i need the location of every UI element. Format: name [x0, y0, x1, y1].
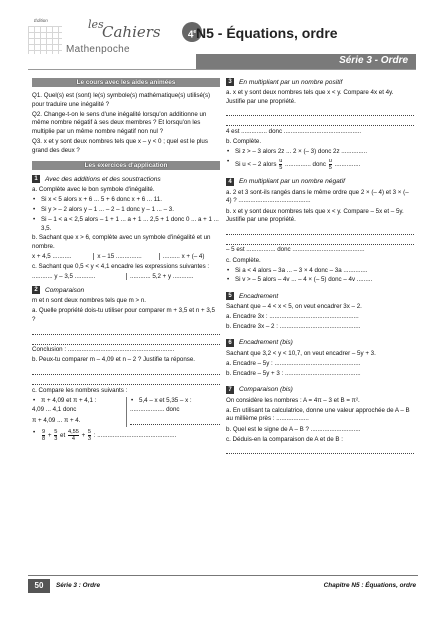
question-q2: Q2. Change-t-on le sens d'une inégalité lorsqu'on additionne un même nombre négatif à ses deux membres ? Et lorsqu'on les multiplie par un même nombre négatif non nul ?	[32, 110, 207, 135]
fraction: $\frac{4,55}{4}$	[67, 428, 79, 442]
section-title: Comparaison (bis)	[239, 386, 293, 394]
ex4-line: – 5 est ................. donc ..........................................	[226, 246, 365, 254]
ex4-c-item: • Si a < 4 alors – 3a ... – 3 × 4 donc – 3a ..............	[226, 267, 414, 276]
ex7-a: a. En utilisant ta calculatrice, donne une valeur approchée de A – B au millième près : ...................	[226, 406, 410, 423]
section-1-heading	[32, 175, 220, 183]
section-number: 3	[226, 78, 234, 86]
ex1-c: c. Sachant que 0,5 < y < 4,1 encadre les expressions suivantes :	[32, 263, 210, 271]
fraction: • $\frac{9}{8}$	[42, 428, 46, 442]
ex1-b-cell: x – 15 ...............	[93, 253, 154, 260]
section-7-heading	[226, 386, 414, 394]
ex5-b: b. Encadre 3x – 2 : ...............................................	[226, 323, 361, 331]
ex2-c-and: et	[60, 431, 66, 439]
ex2-intro: m et n sont deux nombres tels que m > n.	[32, 297, 147, 305]
ex2-c-text: 4,09 ... 4,1 donc	[32, 406, 77, 414]
section-number: 2	[32, 286, 40, 294]
section-number: 4	[226, 178, 234, 186]
ex2-a: a. Quelle propriété dois-tu utiliser pour comparer m + 3,5 et n + 3,5 ?	[32, 307, 215, 323]
ex2-conclusion: Conclusion : ..............................................................	[32, 346, 175, 354]
ex2-c: c. Compare les nombres suivants :	[32, 386, 128, 394]
ex3-b-item: • Si z > – 3 alors 2z ... 2 × (– 3) donc 2z ...............	[226, 148, 414, 157]
ex6-b: b. Encadre – 5y + 3 : ............................................	[226, 370, 361, 378]
answer-line[interactable]	[32, 336, 220, 345]
page-footer	[28, 575, 418, 593]
footer-serie: Série 3 : Ordre	[56, 582, 101, 589]
answer-line[interactable]	[226, 118, 414, 127]
ex6-intro: Sachant que 3,2 < y < 10,7, on veut encadrer – 5y + 3.	[226, 349, 376, 357]
ex4-c-item: • Si v > – 5 alors – 4v ... – 4 × (– 5) donc – 4v .........	[226, 276, 414, 285]
ex2-c-item: • 5,4 – x et 5,35 – x :	[130, 397, 220, 406]
answer-line[interactable]	[32, 366, 220, 375]
ex2-c-row	[32, 397, 220, 427]
left-column	[32, 78, 220, 443]
section-title: Encadrement	[239, 292, 279, 300]
section-number: 5	[226, 292, 234, 300]
page-number: 50	[28, 579, 50, 593]
section-number: 7	[226, 386, 234, 394]
section-number: 1	[32, 175, 40, 183]
ex7-c: c. Déduis-en la comparaison de A et de B :	[226, 435, 343, 443]
ex2-c-item: • π + 4,09 et π + 4,1 :	[32, 397, 122, 406]
ex1-b-cell: x + 4,5 ...........	[32, 253, 72, 261]
grade-badge: 4e	[182, 22, 202, 42]
banner-cours: Le cours avec les aides animées	[32, 78, 220, 87]
right-column	[226, 78, 414, 456]
ex7-intro: On considère les nombres : A = 4π – 3 et B = π².	[226, 396, 360, 404]
logo-mathenpoche: Mathenpoche	[66, 44, 130, 55]
fraction: $\frac{5}{3}$	[54, 428, 58, 442]
section-2-heading	[32, 286, 220, 294]
answer-line[interactable]	[226, 236, 414, 245]
ex2-c-text: .................... donc	[130, 406, 180, 414]
section-title: Avec des additions et des soustractions	[45, 175, 161, 183]
section-4-heading	[226, 178, 414, 186]
ex7-b: b. Quel est le signe de A – B ? .............................	[226, 425, 361, 433]
ex5-intro: Sachant que – 4 < x < 5, on veut encadrer 3x – 2.	[226, 303, 362, 311]
question-q1: Q1. Quel(s) est (sont) le(s) symbole(s) mathématique(s) utilisé(s) pour traduire une inégalité ?	[32, 92, 211, 108]
ex6-a: a. Encadre – 5y : ..................................................	[226, 360, 361, 368]
section-6-heading	[226, 339, 414, 347]
ex1-c-cell: ............ 5,2 + y ............	[126, 273, 220, 280]
logo-tiny-text: Édition	[34, 18, 48, 23]
section-3-heading	[226, 78, 414, 86]
logo-grid-decoration	[28, 26, 62, 54]
ex2-c-answer: : ..............................................	[93, 431, 177, 439]
ex3-b: b. Complète.	[226, 137, 262, 145]
ex1-b-row	[32, 253, 220, 260]
fraction: $\frac{5}{3}$	[87, 428, 92, 442]
answer-line[interactable]	[130, 417, 220, 426]
ex3-a: a. x et y sont deux nombres tels que x < y. Compare 4x et 4y. Justifie par une propriété.	[226, 89, 394, 105]
ex1-a: a. Complète avec le bon symbole d'inégalité.	[32, 186, 155, 194]
ex2-c-text: π + 4,09 ... π + 4.	[32, 416, 81, 424]
answer-line[interactable]	[32, 376, 220, 385]
answer-line[interactable]	[226, 226, 414, 235]
footer-chapter: Chapitre N5 : Équations, ordre	[323, 582, 416, 589]
logo-les: les	[88, 18, 104, 31]
ex1-b: b. Sachant que x > 6, complète avec un symbole d'inégalité et un nombre.	[32, 234, 211, 251]
serie-title: Série 3 - Ordre	[339, 55, 408, 66]
fraction: $\frac{u}{5}$	[279, 157, 283, 171]
ex4-b: b. x et y sont deux nombres tels que x < y. Compare – 5x et – 5y. Justifie par une propriété.	[226, 207, 404, 224]
ex2-c-fractions: • $\frac{9}{8}$ + $\frac{5}{3}$ et $\frac{4,55}{4}$ + $\frac{5}{3}$ : ..............................................	[32, 429, 220, 442]
ex1-a-item: • Si x < 5 alors x + 6 ... 5 + 6 donc x + 6 ... 11.	[32, 196, 220, 205]
section-5-heading	[226, 292, 414, 300]
banner-exercices: Les exercices d'application	[32, 161, 220, 170]
section-title: Encadrement (bis)	[239, 339, 293, 347]
ex1-c-cell: ............ y – 3,5 ............	[32, 273, 96, 281]
ex2-b: b. Peux-tu comparer m – 4,09 et n – 2 ? Justifie ta réponse.	[32, 356, 196, 364]
logo-mathenpoche	[28, 14, 197, 56]
ex1-a-item: • Si – 1 < a < 2,5 alors – 1 + 1 ... a + 1 ... 2,5 + 1 donc 0 ... a + 1 ... 3,5.	[32, 216, 220, 234]
logo-cahiers: Cahiers	[102, 23, 161, 41]
ex4-a: a. 2 et 3 sont-ils rangés dans le même ordre que 2 × (– 4) et 3 × (– 4) ? ..........................................	[226, 188, 409, 205]
serie-bar	[196, 54, 416, 69]
ex3-line: 4 est ............... donc .............................................	[226, 127, 362, 135]
ex1-b-cell: .......... x + (– 4)	[159, 253, 220, 260]
ex1-a-item: • Si y > – 2 alors y – 1 ... – 2 – 1 donc y – 1 ... – 3.	[32, 206, 220, 215]
chapter-title: N5 - Équations, ordre	[196, 25, 338, 41]
ex4-c: c. Complète.	[226, 256, 261, 264]
ex3-b-item: • Si u < – 2 alors $\frac{u}{5}$ ............... donc $\frac{u}{5}$ ...............	[226, 158, 414, 171]
question-q3: Q3. x et y sont deux nombres tels que x – y < 0 ; quel est le plus grand des deux ?	[32, 137, 208, 154]
answer-line[interactable]	[32, 326, 220, 335]
header-divider	[28, 69, 416, 70]
section-title: Comparaison	[45, 286, 85, 294]
section-number: 6	[226, 339, 234, 347]
section-title: En multipliant par un nombre négatif	[239, 178, 345, 186]
fraction: $\frac{u}{5}$	[328, 157, 332, 171]
answer-line[interactable]	[226, 446, 414, 455]
ex1-c-row	[32, 273, 220, 280]
section-title: En multipliant par un nombre positif	[239, 78, 343, 86]
ex5-a: a. Encadre 3x : ....................................................	[226, 313, 359, 321]
answer-line[interactable]	[226, 108, 414, 117]
